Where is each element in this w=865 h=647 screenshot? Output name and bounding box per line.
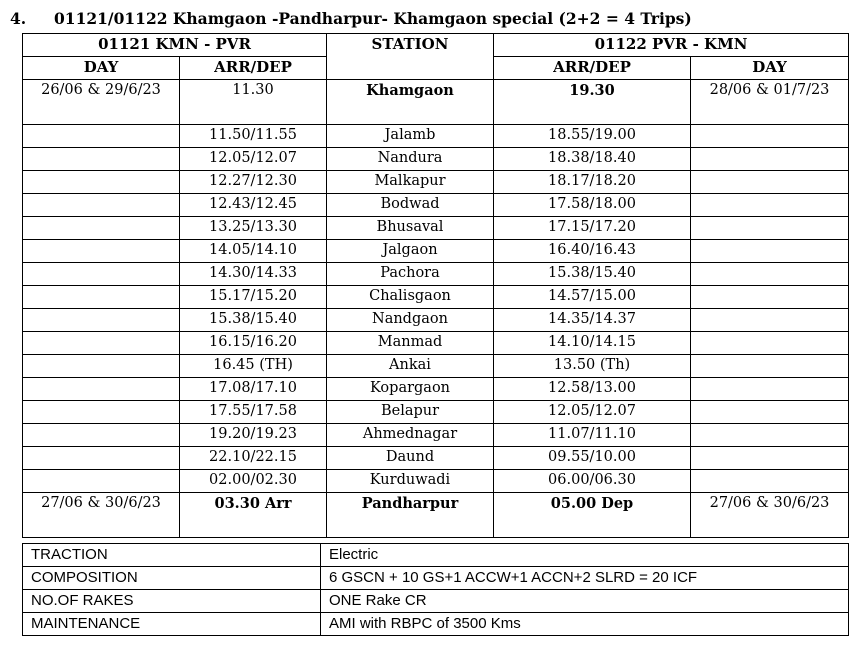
table-row: [23, 378, 849, 401]
left-arrdep-cell: 15.17/15.20: [180, 286, 327, 309]
station-cell: Chalisgaon: [327, 286, 494, 309]
left-day-cell: [23, 378, 180, 401]
table-row: [23, 309, 849, 332]
right-day-cell: [691, 171, 849, 194]
right-arrdep-cell: 14.10/14.15: [494, 332, 691, 355]
station-cell: Ankai: [327, 355, 494, 378]
station-cell: Daund: [327, 447, 494, 470]
info-label: COMPOSITION: [23, 567, 321, 590]
table-row: [23, 470, 849, 493]
origin-right-time: 19.30: [494, 80, 691, 125]
header-right-day: DAY: [691, 57, 849, 80]
station-cell: Jalgaon: [327, 240, 494, 263]
table-row-origin: [23, 80, 849, 125]
table-row: [23, 240, 849, 263]
header-left-arrdep: ARR/DEP: [180, 57, 327, 80]
station-cell: Nandgaon: [327, 309, 494, 332]
right-day-cell: [691, 194, 849, 217]
header-left-day: DAY: [23, 57, 180, 80]
left-day-cell: [23, 263, 180, 286]
right-day-cell: [691, 355, 849, 378]
left-arrdep-cell: 16.15/16.20: [180, 332, 327, 355]
right-arrdep-cell: 18.38/18.40: [494, 148, 691, 171]
table-row: [23, 263, 849, 286]
left-arrdep-cell: 19.20/19.23: [180, 424, 327, 447]
right-day-cell: [691, 148, 849, 171]
origin-left-day: 26/06 & 29/6/23: [23, 80, 180, 125]
header-station: STATION: [327, 34, 494, 80]
left-arrdep-cell: 22.10/22.15: [180, 447, 327, 470]
left-day-cell: [23, 355, 180, 378]
table-row-destination: [23, 493, 849, 538]
origin-station: Khamgaon: [327, 80, 494, 125]
dest-left-day: 27/06 & 30/6/23: [23, 493, 180, 538]
table-row: [23, 286, 849, 309]
right-day-cell: [691, 424, 849, 447]
left-arrdep-cell: 17.08/17.10: [180, 378, 327, 401]
left-day-cell: [23, 194, 180, 217]
right-day-cell: [691, 309, 849, 332]
dest-station: Pandharpur: [327, 493, 494, 538]
info-value: 6 GSCN + 10 GS+1 ACCW+1 ACCN+2 SLRD = 20 ICF: [321, 567, 849, 590]
station-cell: Bodwad: [327, 194, 494, 217]
left-day-cell: [23, 470, 180, 493]
station-cell: Nandura: [327, 148, 494, 171]
dest-right-day: 27/06 & 30/6/23: [691, 493, 849, 538]
left-arrdep-cell: 11.50/11.55: [180, 125, 327, 148]
table-row: [23, 401, 849, 424]
left-arrdep-cell: 12.27/12.30: [180, 171, 327, 194]
header-right-train: 01122 PVR - KMN: [494, 34, 849, 57]
left-day-cell: [23, 171, 180, 194]
info-value: Electric: [321, 544, 849, 567]
left-arrdep-cell: 02.00/02.30: [180, 470, 327, 493]
right-day-cell: [691, 263, 849, 286]
left-arrdep-cell: 16.45 (TH): [180, 355, 327, 378]
right-day-cell: [691, 240, 849, 263]
timetable: [22, 33, 849, 538]
right-day-cell: [691, 470, 849, 493]
section-number: 4.: [10, 9, 27, 28]
left-arrdep-cell: 12.43/12.45: [180, 194, 327, 217]
info-label: MAINTENANCE: [23, 613, 321, 636]
train-info-table: [22, 543, 849, 636]
table-row: [23, 217, 849, 240]
left-arrdep-cell: 14.30/14.33: [180, 263, 327, 286]
right-day-cell: [691, 125, 849, 148]
station-cell: Malkapur: [327, 171, 494, 194]
right-arrdep-cell: 14.35/14.37: [494, 309, 691, 332]
right-day-cell: [691, 447, 849, 470]
origin-right-day: 28/06 & 01/7/23: [691, 80, 849, 125]
left-arrdep-cell: 13.25/13.30: [180, 217, 327, 240]
info-row: [23, 544, 849, 567]
table-row: [23, 447, 849, 470]
dest-right-time: 05.00 Dep: [494, 493, 691, 538]
right-arrdep-cell: 17.58/18.00: [494, 194, 691, 217]
station-cell: Ahmednagar: [327, 424, 494, 447]
left-arrdep-cell: 12.05/12.07: [180, 148, 327, 171]
table-row: [23, 148, 849, 171]
origin-left-time: 11.30: [180, 80, 327, 125]
right-arrdep-cell: 17.15/17.20: [494, 217, 691, 240]
station-cell: Jalamb: [327, 125, 494, 148]
table-row: [23, 171, 849, 194]
table-row: [23, 194, 849, 217]
right-arrdep-cell: 11.07/11.10: [494, 424, 691, 447]
right-day-cell: [691, 286, 849, 309]
right-arrdep-cell: 14.57/15.00: [494, 286, 691, 309]
left-arrdep-cell: 15.38/15.40: [180, 309, 327, 332]
left-day-cell: [23, 217, 180, 240]
right-arrdep-cell: 06.00/06.30: [494, 470, 691, 493]
table-row: [23, 125, 849, 148]
station-cell: Bhusaval: [327, 217, 494, 240]
left-arrdep-cell: 17.55/17.58: [180, 401, 327, 424]
left-day-cell: [23, 309, 180, 332]
right-day-cell: [691, 332, 849, 355]
left-day-cell: [23, 125, 180, 148]
right-arrdep-cell: 15.38/15.40: [494, 263, 691, 286]
right-day-cell: [691, 378, 849, 401]
table-row: [23, 332, 849, 355]
dest-left-time: 03.30 Arr: [180, 493, 327, 538]
left-day-cell: [23, 401, 180, 424]
right-arrdep-cell: 12.05/12.07: [494, 401, 691, 424]
info-row: [23, 613, 849, 636]
info-label: TRACTION: [23, 544, 321, 567]
right-arrdep-cell: 18.17/18.20: [494, 171, 691, 194]
station-cell: Belapur: [327, 401, 494, 424]
info-value: AMI with RBPC of 3500 Kms: [321, 613, 849, 636]
header-right-arrdep: ARR/DEP: [494, 57, 691, 80]
info-label: NO.OF RAKES: [23, 590, 321, 613]
left-day-cell: [23, 148, 180, 171]
right-day-cell: [691, 217, 849, 240]
title-text: 01121/01122 Khamgaon -Pandharpur- Khamgaon special (2+2 = 4 Trips): [54, 9, 692, 28]
right-arrdep-cell: 18.55/19.00: [494, 125, 691, 148]
right-day-cell: [691, 401, 849, 424]
right-arrdep-cell: 12.58/13.00: [494, 378, 691, 401]
station-cell: Pachora: [327, 263, 494, 286]
left-day-cell: [23, 240, 180, 263]
table-row: [23, 424, 849, 447]
left-arrdep-cell: 14.05/14.10: [180, 240, 327, 263]
station-cell: Kurduwadi: [327, 470, 494, 493]
right-arrdep-cell: 09.55/10.00: [494, 447, 691, 470]
left-day-cell: [23, 424, 180, 447]
station-cell: Kopargaon: [327, 378, 494, 401]
header-left-train: 01121 KMN - PVR: [23, 34, 327, 57]
left-day-cell: [23, 286, 180, 309]
left-day-cell: [23, 332, 180, 355]
right-arrdep-cell: 16.40/16.43: [494, 240, 691, 263]
station-cell: Manmad: [327, 332, 494, 355]
header-row-trains: [23, 34, 849, 57]
right-arrdep-cell: 13.50 (Th): [494, 355, 691, 378]
page-title: [10, 9, 692, 28]
info-value: ONE Rake CR: [321, 590, 849, 613]
table-row: [23, 355, 849, 378]
info-row: [23, 590, 849, 613]
info-row: [23, 567, 849, 590]
left-day-cell: [23, 447, 180, 470]
